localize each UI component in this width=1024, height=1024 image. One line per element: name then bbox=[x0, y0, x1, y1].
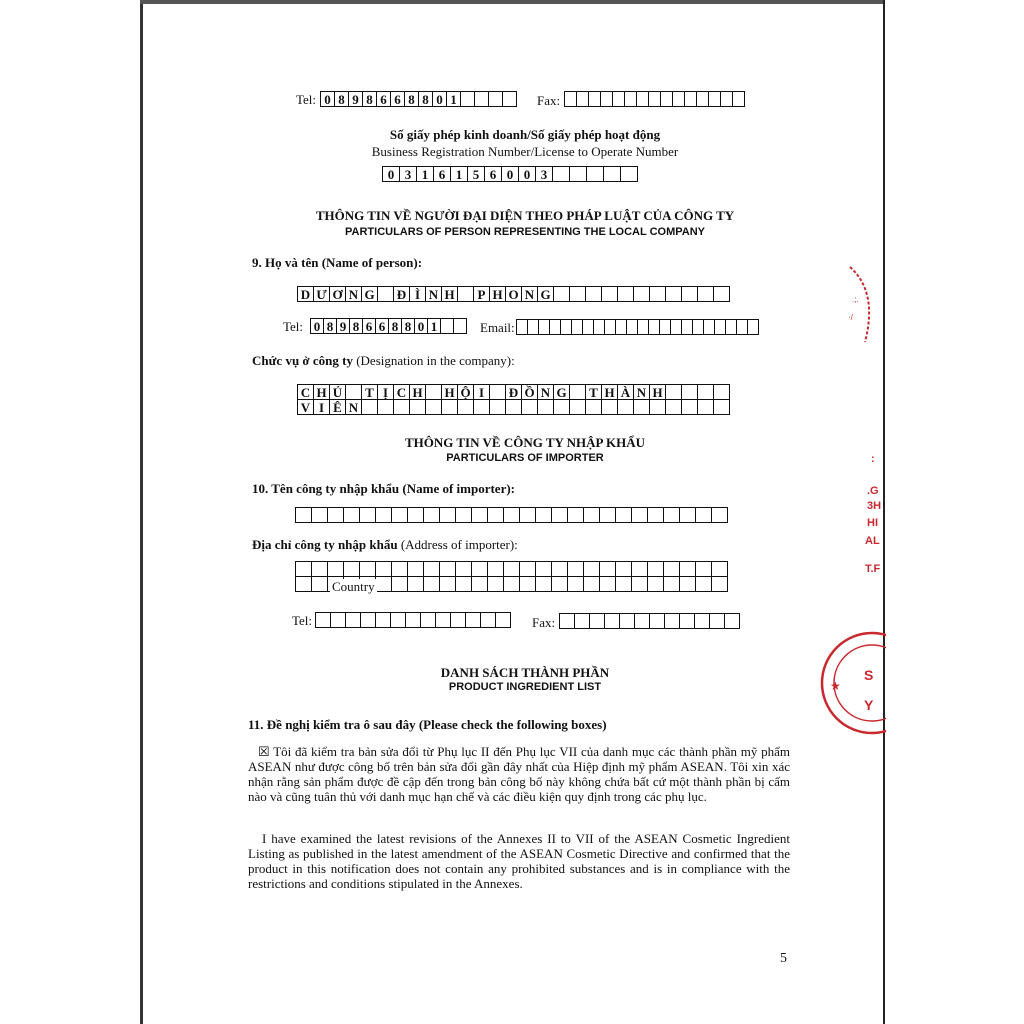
form-cell[interactable] bbox=[679, 507, 696, 523]
form-cell[interactable] bbox=[599, 576, 616, 592]
form-cell[interactable]: G bbox=[553, 384, 570, 400]
form-cell[interactable]: Ị bbox=[377, 384, 394, 400]
form-cell[interactable]: N bbox=[425, 286, 442, 302]
form-cell[interactable]: Ì bbox=[409, 286, 426, 302]
form-cell[interactable]: D bbox=[297, 286, 314, 302]
form-cell[interactable] bbox=[567, 507, 584, 523]
form-cell[interactable] bbox=[553, 399, 570, 415]
form-cell[interactable] bbox=[535, 576, 552, 592]
form-cell[interactable] bbox=[425, 384, 442, 400]
form-cell[interactable] bbox=[407, 576, 424, 592]
form-cell[interactable]: 8 bbox=[404, 91, 419, 107]
svg-text:★: ★ bbox=[830, 679, 841, 693]
form-cell[interactable] bbox=[583, 576, 600, 592]
form-cell[interactable] bbox=[345, 612, 361, 628]
importer-address-label bbox=[252, 537, 518, 553]
form-cell[interactable] bbox=[359, 507, 376, 523]
form-cell[interactable] bbox=[295, 561, 312, 577]
form-cell[interactable] bbox=[631, 561, 648, 577]
form-cell[interactable]: 8 bbox=[401, 318, 415, 334]
page-number: 5 bbox=[780, 951, 787, 966]
form-cell[interactable] bbox=[551, 561, 568, 577]
form-cell[interactable] bbox=[391, 561, 408, 577]
form-cell[interactable] bbox=[732, 91, 745, 107]
svg-text:·/: ·/ bbox=[848, 313, 853, 322]
form-cell[interactable] bbox=[615, 507, 632, 523]
form-cell[interactable] bbox=[471, 561, 488, 577]
form-cell[interactable] bbox=[377, 286, 394, 302]
form-cell[interactable]: 5 bbox=[467, 166, 485, 182]
form-cell[interactable]: 0 bbox=[432, 91, 447, 107]
form-cell[interactable] bbox=[601, 286, 618, 302]
form-cell[interactable] bbox=[457, 286, 474, 302]
country-label: Country bbox=[332, 579, 375, 594]
form-cell[interactable] bbox=[663, 576, 680, 592]
form-cell[interactable] bbox=[615, 561, 632, 577]
form-cell[interactable]: G bbox=[361, 286, 378, 302]
importer-section-title-en: PARTICULARS OF IMPORTER bbox=[446, 452, 604, 464]
form-cell[interactable]: I bbox=[313, 399, 330, 415]
form-cell[interactable] bbox=[711, 576, 728, 592]
svg-text:.;.: .;. bbox=[852, 295, 859, 304]
designation-label-vi: Chức vụ ở công ty bbox=[252, 353, 353, 368]
form-cell[interactable] bbox=[423, 576, 440, 592]
form-cell[interactable] bbox=[697, 399, 714, 415]
form-cell[interactable] bbox=[409, 399, 426, 415]
form-cell[interactable] bbox=[521, 399, 538, 415]
form-cell[interactable] bbox=[633, 286, 650, 302]
form-cell[interactable]: 1 bbox=[450, 166, 468, 182]
form-cell[interactable]: Ồ bbox=[521, 384, 538, 400]
svg-text:S: S bbox=[864, 667, 874, 683]
form-cell[interactable] bbox=[345, 384, 362, 400]
form-cell[interactable] bbox=[519, 576, 536, 592]
form-cell[interactable]: N bbox=[345, 286, 362, 302]
form-cell[interactable]: 6 bbox=[484, 166, 502, 182]
form-cell[interactable] bbox=[663, 561, 680, 577]
form-cell[interactable] bbox=[649, 399, 666, 415]
name-person-label: 9. Họ và tên (Name of person): bbox=[252, 255, 423, 270]
form-cell[interactable] bbox=[617, 286, 634, 302]
form-cell[interactable] bbox=[535, 507, 552, 523]
form-cell[interactable] bbox=[311, 507, 328, 523]
form-cell[interactable]: 9 bbox=[348, 91, 363, 107]
form-cell[interactable]: 1 bbox=[416, 166, 434, 182]
form-cell[interactable] bbox=[569, 286, 586, 302]
declaration-vi bbox=[248, 744, 790, 804]
importer-fax-boxes bbox=[560, 614, 740, 629]
form-cell[interactable] bbox=[471, 576, 488, 592]
form-cell[interactable] bbox=[435, 612, 451, 628]
form-cell[interactable] bbox=[634, 613, 650, 629]
form-cell[interactable]: 8 bbox=[362, 91, 377, 107]
form-cell[interactable]: C bbox=[297, 384, 314, 400]
form-cell[interactable]: 1 bbox=[427, 318, 441, 334]
form-cell[interactable] bbox=[574, 613, 590, 629]
form-cell[interactable] bbox=[502, 91, 517, 107]
form-cell[interactable] bbox=[390, 612, 406, 628]
form-cell[interactable] bbox=[569, 399, 586, 415]
form-cell[interactable] bbox=[601, 399, 618, 415]
form-cell[interactable]: V bbox=[297, 399, 314, 415]
form-cell[interactable]: I bbox=[473, 384, 490, 400]
form-cell[interactable]: H bbox=[649, 384, 666, 400]
form-cell[interactable] bbox=[315, 612, 331, 628]
form-cell[interactable] bbox=[664, 613, 680, 629]
form-cell[interactable] bbox=[697, 286, 714, 302]
form-cell[interactable] bbox=[503, 576, 520, 592]
form-cell[interactable] bbox=[519, 561, 536, 577]
form-cell[interactable] bbox=[460, 91, 475, 107]
form-cell[interactable] bbox=[375, 576, 392, 592]
form-cell[interactable]: 8 bbox=[334, 91, 349, 107]
stamp-partial-middle: : .G 3H HI AL T.F bbox=[865, 453, 882, 575]
form-cell[interactable] bbox=[439, 507, 456, 523]
form-cell[interactable]: Ê bbox=[329, 399, 346, 415]
form-cell[interactable] bbox=[535, 561, 552, 577]
form-cell[interactable] bbox=[599, 507, 616, 523]
form-cell[interactable] bbox=[681, 286, 698, 302]
form-cell[interactable]: 8 bbox=[323, 318, 337, 334]
declaration-vi-text: Tôi đã kiểm tra bản sửa đổi từ Phụ lục II đến Phụ lục VII của danh mục các thành phần mỹ phẩm ASEAN như được công bố trên bản sửa đổi gần đây nhất của Hiệp định mỹ phẩm ASEAN. Tôi xin xác nhận rằng sản phẩm được đề cập đến trong bản công bố này không chứa bất cứ một thành phần bị cấm nào và cũng tuân thủ với danh mục hạn chế và các điều kiện quy định trong các phụ lục. bbox=[248, 744, 790, 804]
form-cell[interactable]: 6 bbox=[390, 91, 405, 107]
form-cell[interactable]: N bbox=[633, 384, 650, 400]
form-cell[interactable] bbox=[474, 91, 489, 107]
form-cell[interactable] bbox=[647, 507, 664, 523]
form-cell[interactable] bbox=[694, 613, 710, 629]
form-cell[interactable]: T bbox=[585, 384, 602, 400]
form-cell[interactable] bbox=[589, 613, 605, 629]
form-cell[interactable]: Ủ bbox=[329, 384, 346, 400]
form-cell[interactable]: N bbox=[521, 286, 538, 302]
form-cell[interactable] bbox=[619, 613, 635, 629]
form-cell[interactable]: 6 bbox=[375, 318, 389, 334]
business-reg-title-vi: Số giấy phép kinh doanh/Số giấy phép hoạt động bbox=[389, 127, 661, 142]
form-cell[interactable] bbox=[360, 612, 376, 628]
form-cell[interactable] bbox=[487, 561, 504, 577]
form-cell[interactable] bbox=[697, 384, 714, 400]
form-cell[interactable] bbox=[407, 507, 424, 523]
form-cell[interactable]: N bbox=[345, 399, 362, 415]
form-cell[interactable] bbox=[631, 576, 648, 592]
form-cell[interactable]: 8 bbox=[388, 318, 402, 334]
form-cell[interactable] bbox=[361, 399, 378, 415]
form-cell[interactable] bbox=[311, 561, 328, 577]
form-cell[interactable] bbox=[295, 507, 312, 523]
scan-margin-right bbox=[885, 0, 1024, 1024]
form-cell[interactable] bbox=[713, 399, 730, 415]
form-cell[interactable] bbox=[709, 613, 725, 629]
form-cell[interactable]: Đ bbox=[505, 384, 522, 400]
form-cell[interactable]: 8 bbox=[349, 318, 363, 334]
form-cell[interactable]: H bbox=[313, 384, 330, 400]
form-cell[interactable] bbox=[552, 166, 570, 182]
form-cell[interactable] bbox=[537, 399, 554, 415]
form-cell[interactable]: 1 bbox=[446, 91, 461, 107]
form-cell[interactable] bbox=[559, 613, 575, 629]
form-cell[interactable] bbox=[457, 399, 474, 415]
form-cell[interactable] bbox=[679, 561, 696, 577]
importer-address-label-en: (Address of importer): bbox=[397, 537, 518, 552]
form-cell[interactable]: 0 bbox=[310, 318, 324, 334]
form-cell[interactable]: 0 bbox=[320, 91, 335, 107]
form-cell[interactable]: Ơ bbox=[329, 286, 346, 302]
form-cell[interactable] bbox=[495, 612, 511, 628]
form-cell[interactable] bbox=[583, 561, 600, 577]
rep-tel-label: Tel: bbox=[283, 319, 304, 334]
form-cell[interactable]: 0 bbox=[414, 318, 428, 334]
importer-tel-label: Tel: bbox=[292, 613, 313, 628]
form-cell[interactable] bbox=[713, 384, 730, 400]
form-cell[interactable] bbox=[489, 399, 506, 415]
form-cell[interactable] bbox=[295, 576, 312, 592]
form-cell[interactable] bbox=[503, 561, 520, 577]
form-cell[interactable] bbox=[633, 399, 650, 415]
form-cell[interactable] bbox=[423, 507, 440, 523]
form-cell[interactable] bbox=[615, 576, 632, 592]
form-cell[interactable] bbox=[569, 166, 587, 182]
form-cell[interactable] bbox=[455, 507, 472, 523]
form-cell[interactable]: P bbox=[473, 286, 490, 302]
form-cell[interactable] bbox=[473, 399, 490, 415]
form-cell[interactable] bbox=[567, 561, 584, 577]
form-cell[interactable] bbox=[465, 612, 481, 628]
form-cell[interactable] bbox=[311, 576, 328, 592]
form-cell[interactable]: 6 bbox=[376, 91, 391, 107]
form-cell[interactable] bbox=[599, 561, 616, 577]
form-cell[interactable]: 3 bbox=[399, 166, 417, 182]
form-cell[interactable]: H bbox=[601, 384, 618, 400]
form-cell[interactable] bbox=[586, 166, 604, 182]
form-cell[interactable]: C bbox=[393, 384, 410, 400]
form-cell[interactable] bbox=[724, 613, 740, 629]
importer-name-label: 10. Tên công ty nhập khẩu (Name of importer): bbox=[252, 481, 516, 496]
form-cell[interactable] bbox=[425, 399, 442, 415]
declaration-en-text: I have examined the latest revisions of the Annexes II to VII of the ASEAN Cosmetic Ingredient Listing as published in the latest amendment of the ASEAN Cosmetic Directive and confirmed that the product in this notification does not contain any prohibited substances and is in compliance with the restrictions and conditions stipulated in the Annexes. bbox=[248, 831, 790, 891]
form-cell[interactable] bbox=[393, 399, 410, 415]
rep-email-boxes bbox=[517, 320, 759, 335]
form-cell[interactable] bbox=[330, 612, 346, 628]
form-cell[interactable] bbox=[695, 507, 712, 523]
form-cell[interactable] bbox=[375, 507, 392, 523]
company-fax-boxes bbox=[565, 92, 745, 107]
form-cell[interactable] bbox=[420, 612, 436, 628]
form-cell[interactable] bbox=[665, 384, 682, 400]
name-person-boxes bbox=[298, 287, 730, 302]
form-cell[interactable] bbox=[585, 286, 602, 302]
form-cell[interactable]: Ư bbox=[313, 286, 330, 302]
form-cell[interactable] bbox=[405, 612, 421, 628]
form-cell[interactable] bbox=[551, 507, 568, 523]
form-cell[interactable] bbox=[423, 561, 440, 577]
form-cell[interactable] bbox=[631, 507, 648, 523]
form-cell[interactable] bbox=[649, 613, 665, 629]
business-reg-boxes bbox=[383, 167, 638, 182]
scan-edge-left bbox=[140, 0, 143, 1024]
company-tel-boxes bbox=[321, 92, 517, 107]
importer-address-label-vi: Địa chỉ công ty nhập khẩu bbox=[252, 537, 398, 552]
form-cell[interactable] bbox=[604, 613, 620, 629]
rep-section-title-en: PARTICULARS OF PERSON REPRESENTING THE LOCAL COMPANY bbox=[345, 226, 705, 238]
declaration-vi-paragraph bbox=[248, 744, 790, 804]
form-cell[interactable]: T bbox=[361, 384, 378, 400]
checked-checkbox[interactable]: ☒ bbox=[258, 744, 270, 759]
form-cell[interactable]: 0 bbox=[501, 166, 519, 182]
form-cell[interactable] bbox=[503, 507, 520, 523]
form-cell[interactable]: H bbox=[489, 286, 506, 302]
form-cell[interactable] bbox=[617, 399, 634, 415]
form-cell[interactable] bbox=[663, 507, 680, 523]
form-cell[interactable]: 0 bbox=[518, 166, 536, 182]
form-cell[interactable] bbox=[327, 507, 344, 523]
scan-edge-top bbox=[140, 0, 885, 4]
svg-text:Y: Y bbox=[864, 697, 874, 713]
form-cell[interactable]: G bbox=[537, 286, 554, 302]
importer-section-title-vi: THÔNG TIN VỀ CÔNG TY NHẬP KHẨU bbox=[404, 435, 646, 450]
rep-email-label: Email: bbox=[480, 320, 515, 335]
form-cell[interactable]: 8 bbox=[418, 91, 433, 107]
form-cell[interactable] bbox=[679, 613, 695, 629]
form-cell[interactable]: 0 bbox=[382, 166, 400, 182]
form-cell[interactable] bbox=[489, 384, 506, 400]
company-tel-label: Tel: bbox=[296, 92, 317, 107]
form-cell[interactable] bbox=[480, 612, 496, 628]
business-reg-title-en: Business Registration Number/License to Operate Number bbox=[371, 144, 679, 159]
form-cell[interactable]: H bbox=[441, 384, 458, 400]
form-cell[interactable] bbox=[407, 561, 424, 577]
form-cell[interactable]: 9 bbox=[336, 318, 350, 334]
form-cell[interactable] bbox=[391, 576, 408, 592]
form-cell[interactable] bbox=[455, 561, 472, 577]
form-cell[interactable] bbox=[505, 399, 522, 415]
form-cell[interactable]: À bbox=[617, 384, 634, 400]
form-cell[interactable] bbox=[439, 561, 456, 577]
form-cell[interactable] bbox=[695, 561, 712, 577]
form-cell[interactable] bbox=[487, 576, 504, 592]
importer-fax-label: Fax: bbox=[532, 615, 556, 630]
importer-name-boxes bbox=[296, 508, 728, 523]
form-cell[interactable] bbox=[713, 286, 730, 302]
form-cell[interactable] bbox=[519, 507, 536, 523]
form-cell[interactable] bbox=[359, 561, 376, 577]
form-cell[interactable] bbox=[711, 561, 728, 577]
form-cell[interactable] bbox=[747, 319, 759, 335]
ingredient-section-title-vi: DANH SÁCH THÀNH PHẦN bbox=[440, 665, 610, 680]
form-cell[interactable] bbox=[551, 576, 568, 592]
form-cell[interactable] bbox=[620, 166, 638, 182]
company-fax-label: Fax: bbox=[537, 93, 561, 108]
form-cell[interactable] bbox=[391, 507, 408, 523]
form-cell[interactable] bbox=[711, 507, 728, 523]
form-cell[interactable] bbox=[585, 399, 602, 415]
form-cell[interactable]: 3 bbox=[535, 166, 553, 182]
form-cell[interactable] bbox=[375, 561, 392, 577]
form-cell[interactable] bbox=[377, 399, 394, 415]
importer-tel-boxes bbox=[316, 613, 511, 628]
designation-boxes bbox=[298, 385, 730, 415]
form-cell[interactable] bbox=[681, 399, 698, 415]
form-cell[interactable] bbox=[488, 91, 503, 107]
form-cell[interactable] bbox=[553, 286, 570, 302]
form-cell[interactable] bbox=[441, 399, 458, 415]
form-cell[interactable] bbox=[450, 612, 466, 628]
form-cell[interactable]: 6 bbox=[362, 318, 376, 334]
form-cell[interactable]: N bbox=[537, 384, 554, 400]
check-boxes-label: 11. Đề nghị kiểm tra ô sau đây (Please check the following boxes) bbox=[248, 717, 607, 732]
form-cell[interactable] bbox=[455, 576, 472, 592]
form-cell[interactable] bbox=[439, 576, 456, 592]
stamp-partial-top bbox=[830, 262, 880, 352]
form-cell[interactable] bbox=[487, 507, 504, 523]
form-cell[interactable] bbox=[681, 384, 698, 400]
form-cell[interactable] bbox=[343, 561, 360, 577]
rep-tel-boxes bbox=[311, 319, 467, 334]
form-cell[interactable]: 6 bbox=[433, 166, 451, 182]
form-cell[interactable] bbox=[569, 384, 586, 400]
form-cell[interactable]: Ộ bbox=[457, 384, 474, 400]
form-cell[interactable]: O bbox=[505, 286, 522, 302]
form-cell[interactable] bbox=[327, 561, 344, 577]
declaration-en bbox=[248, 831, 790, 891]
rep-section-title-vi: THÔNG TIN VỀ NGƯỜI ĐẠI DIỆN THEO PHÁP LUẬT CỦA CÔNG TY bbox=[315, 208, 735, 223]
form-cell[interactable] bbox=[649, 286, 666, 302]
form-cell[interactable] bbox=[665, 286, 682, 302]
ingredient-section-title-en: PRODUCT INGREDIENT LIST bbox=[448, 681, 602, 693]
designation-label-en: (Designation in the company): bbox=[352, 353, 515, 368]
form-cell[interactable] bbox=[343, 507, 360, 523]
form-cell[interactable] bbox=[567, 576, 584, 592]
form-cell[interactable] bbox=[603, 166, 621, 182]
form-cell[interactable] bbox=[583, 507, 600, 523]
form-cell[interactable]: Đ bbox=[393, 286, 410, 302]
form-cell[interactable]: H bbox=[409, 384, 426, 400]
form-cell[interactable] bbox=[440, 318, 454, 334]
form-cell[interactable]: H bbox=[441, 286, 458, 302]
form-cell[interactable] bbox=[647, 561, 664, 577]
form-cell[interactable] bbox=[647, 576, 664, 592]
designation-label bbox=[252, 353, 515, 369]
form-cell[interactable] bbox=[695, 576, 712, 592]
form-cell[interactable] bbox=[471, 507, 488, 523]
form-cell[interactable] bbox=[665, 399, 682, 415]
form-cell[interactable] bbox=[679, 576, 696, 592]
stamp-seal bbox=[812, 628, 886, 738]
form-cell[interactable] bbox=[453, 318, 467, 334]
form-cell[interactable] bbox=[375, 612, 391, 628]
